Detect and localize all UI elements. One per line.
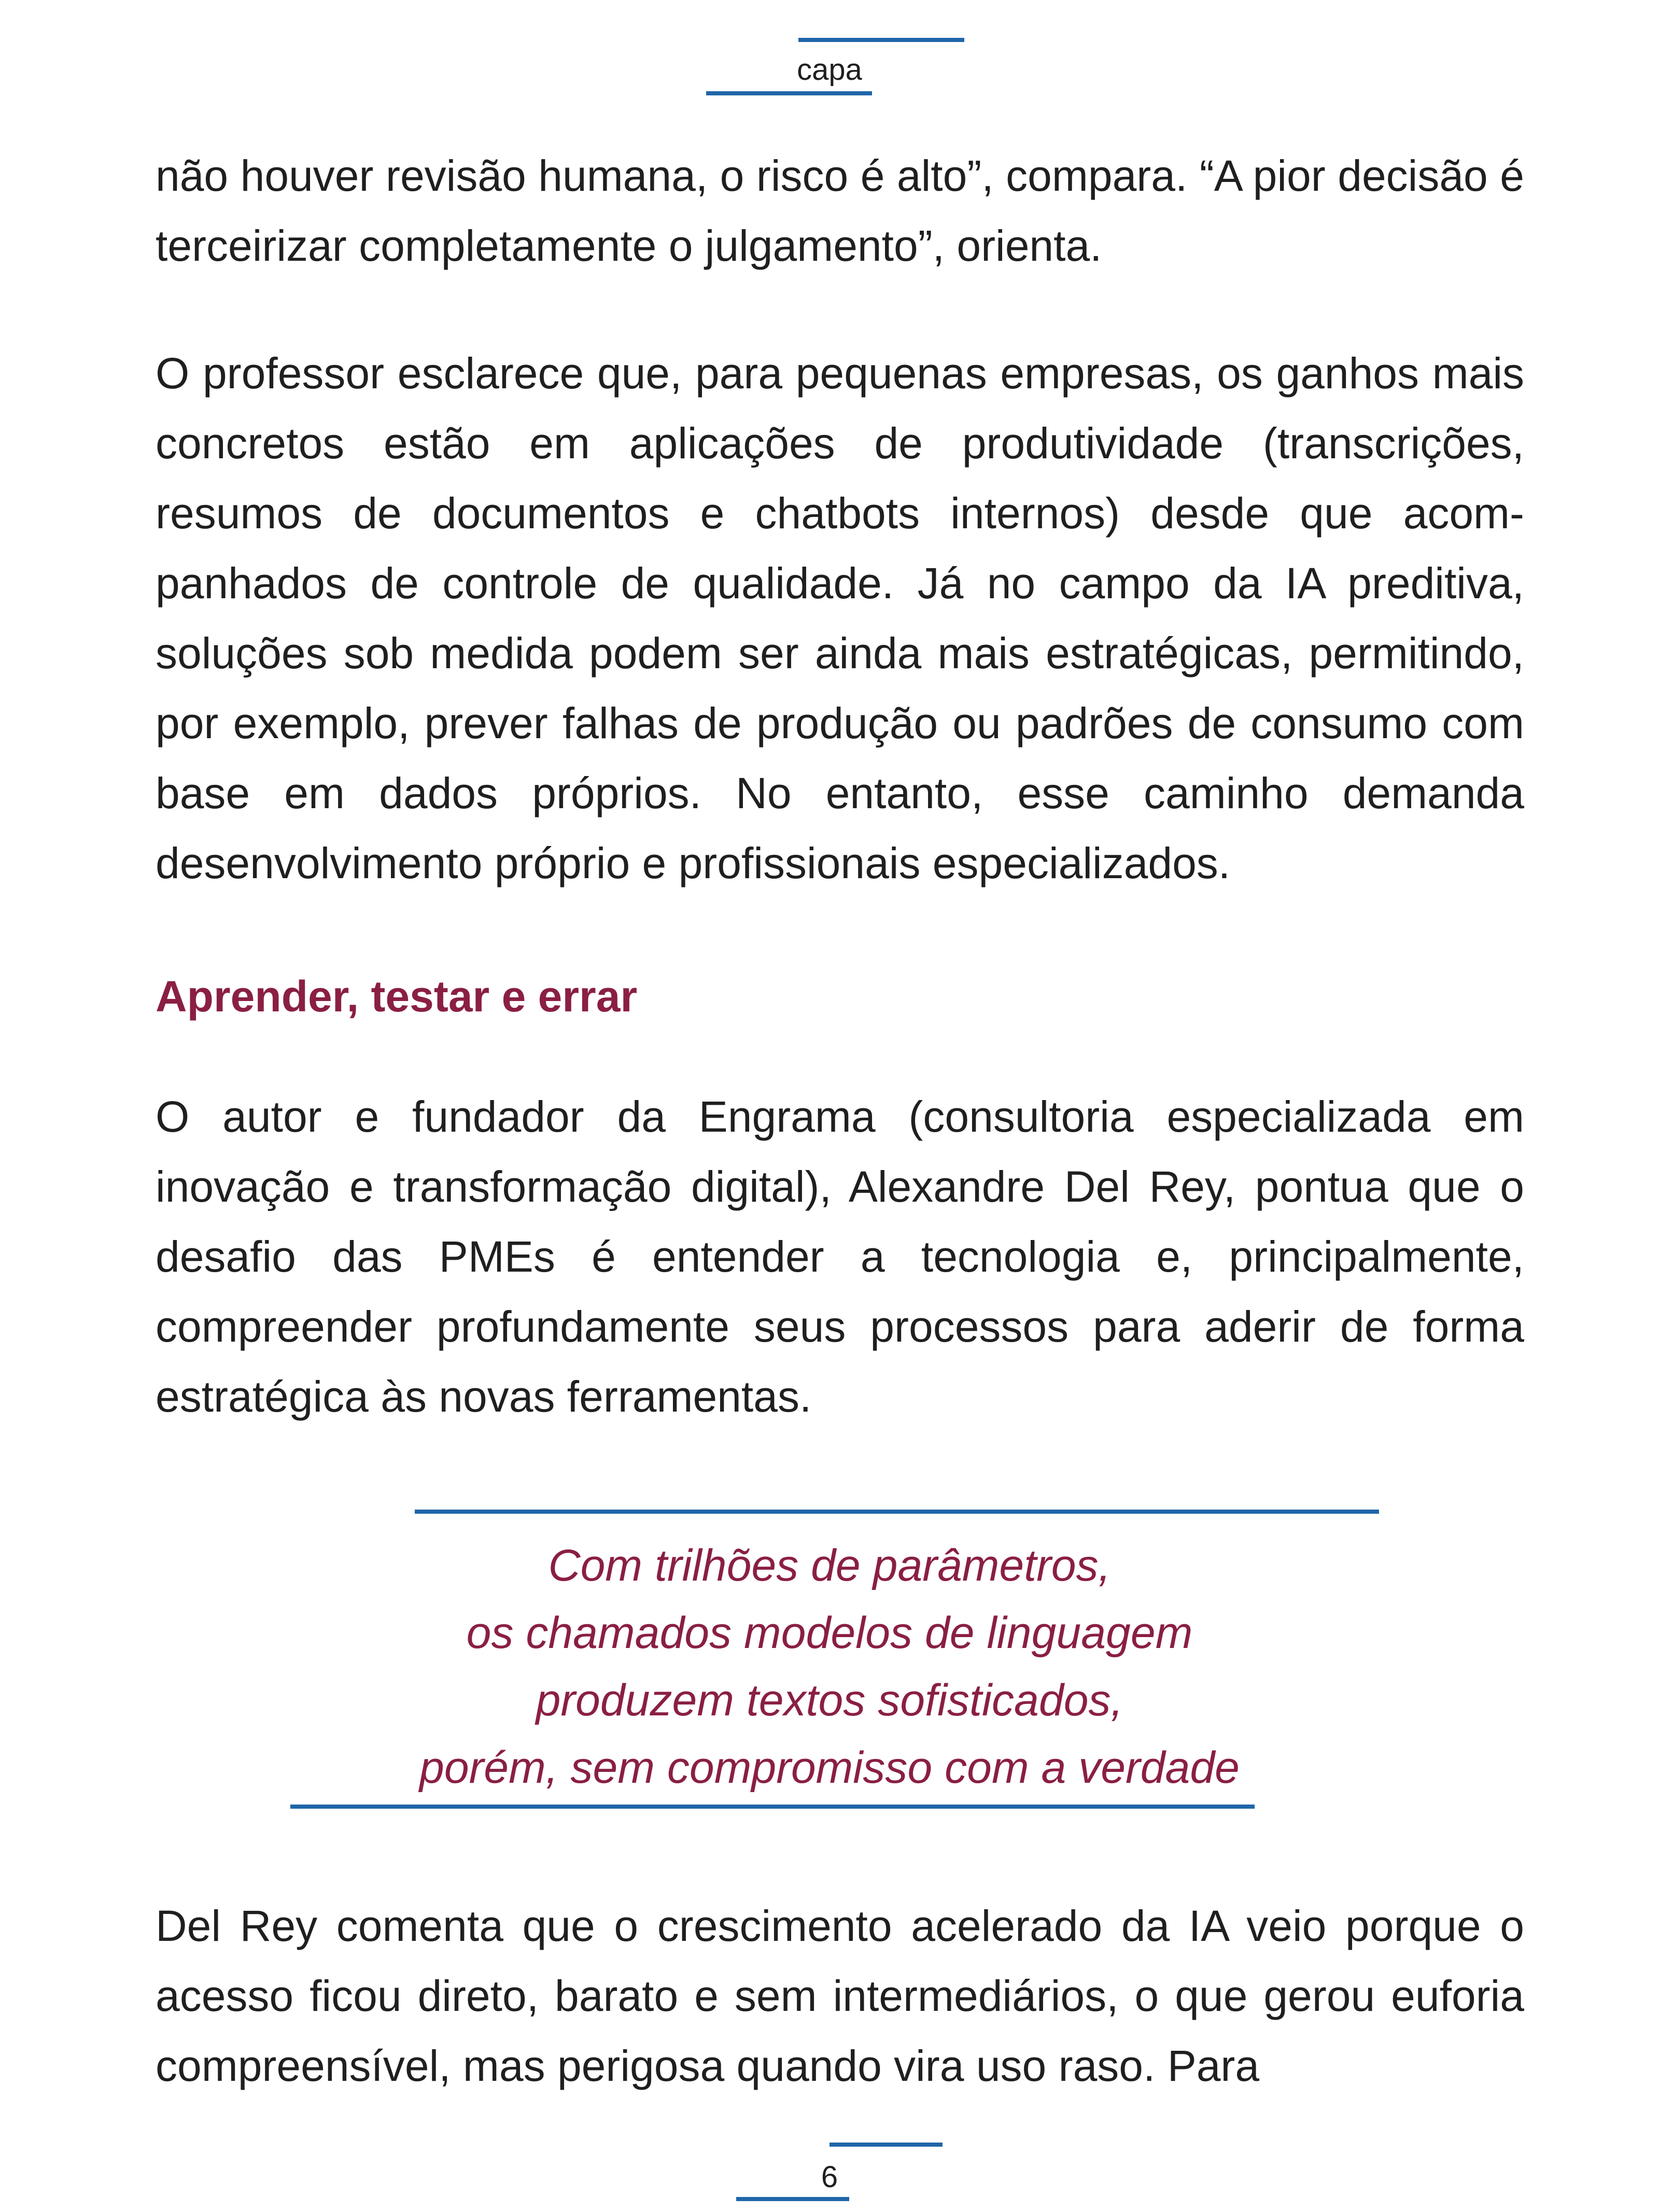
page-number: 6 bbox=[821, 2160, 838, 2194]
article-paragraph-4: Del Rey comenta que o crescimento acelerado da IA veio porque o acesso ficou direto, barato e sem intermediários, o que gerou euforia compreensível, mas perigosa quando vira uso raso. Para bbox=[156, 1901, 1524, 2090]
pull-quote-line-2: os chamados modelos de linguagem bbox=[466, 1608, 1193, 1658]
footer-rule-top bbox=[830, 2143, 943, 2147]
header-rule-top bbox=[798, 38, 964, 42]
article-paragraph-2: O professor esclarece que, para pequenas empresas, os ganhos mais concretos estão em aplicações de produtividade (transcrições, resumos de documentos e chatbots internos) desde que acompanhados de controle de qualidade. Já no campo da IA preditiva, soluções sob medida podem ser ainda mais estratégicas, permitindo, por exemplo, prever falhas de produção ou padrões de consumo com base em dados próprios. No entanto, esse caminho demanda desenvolvimento próprio e profissionais especializados. bbox=[156, 349, 1524, 887]
pull-quote bbox=[311, 1532, 1348, 1801]
article-paragraph-1: não houver revisão humana, o risco é alto”, compara. “A pior decisão é terceirizar completamente o julgamento”, orienta. bbox=[156, 151, 1524, 270]
article-paragraph-3: O autor e fundador da Engrama (consultoria especializada em inovação e transformação digital), Alexandre Del Rey, pontua que o desafio das PMEs é entender a tecnologia e, principalmente, compreender profundamente seus processos para aderir de forma estratégica às novas ferramentas. bbox=[156, 1092, 1524, 1421]
header-rule-bottom bbox=[706, 91, 872, 95]
pull-quote-rule-top bbox=[415, 1510, 1379, 1514]
pull-quote-rule-bottom bbox=[290, 1805, 1255, 1809]
footer-rule-bottom bbox=[736, 2197, 849, 2201]
section-label: capa bbox=[797, 53, 862, 87]
pull-quote-line-3: produzem textos sofisticados, bbox=[536, 1675, 1123, 1725]
pull-quote-line-4: porém, sem compromisso com a verdade bbox=[419, 1743, 1240, 1793]
pull-quote-line-1: Com trilhões de parâmetros, bbox=[548, 1541, 1111, 1590]
section-heading: Aprender, testar e errar bbox=[156, 972, 638, 1021]
